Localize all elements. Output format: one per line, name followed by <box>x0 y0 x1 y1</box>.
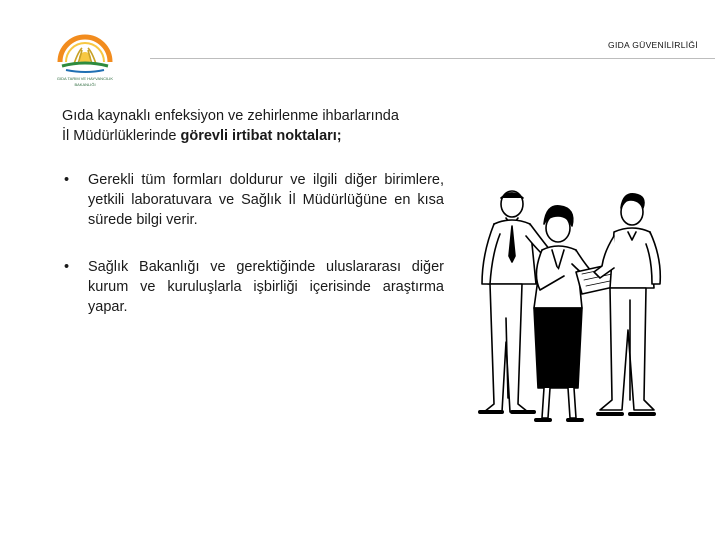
page-header-title: GIDA GÜVENİLİRLİĞİ <box>608 40 698 50</box>
bullet-symbol: • <box>64 172 70 188</box>
logo-text-line1: GIDA TARIM VE HAYVANCILIK <box>56 76 114 81</box>
logo-text-line2: BAKANLIĞI <box>74 82 96 87</box>
ministry-logo <box>52 28 118 92</box>
bullet-item <box>62 257 444 317</box>
intro-paragraph <box>62 106 452 146</box>
bullet-text: Sağlık Bakanlığı ve gerektiğinde uluslararası diğer kurum ve kuruluşlarla işbirliği içerisinde araştırma yapar. <box>88 259 444 315</box>
ministry-logo-icon <box>52 28 118 92</box>
intro-line-2-text: İl Müdürlüklerinde <box>62 128 181 144</box>
intro-line-1: Gıda kaynaklı enfeksiyon ve zehirlenme ihbarlarında <box>62 108 399 124</box>
three-people-discussing-document-icon <box>472 188 672 440</box>
people-illustration <box>472 188 672 440</box>
intro-line-2-bold: görevli irtibat noktaları; <box>180 128 342 144</box>
intro-line-2 <box>62 126 452 146</box>
bullet-list <box>62 170 444 344</box>
bullet-text: Gerekli tüm formları doldurur ve ilgili diğer birimlere, yetkili laboratuvara ve Sağlık İl Müdürlüğüne en kısa sürede bilgi verir. <box>88 172 444 228</box>
header-divider <box>150 58 715 59</box>
bullet-symbol: • <box>64 259 70 275</box>
bullet-item <box>62 170 444 230</box>
